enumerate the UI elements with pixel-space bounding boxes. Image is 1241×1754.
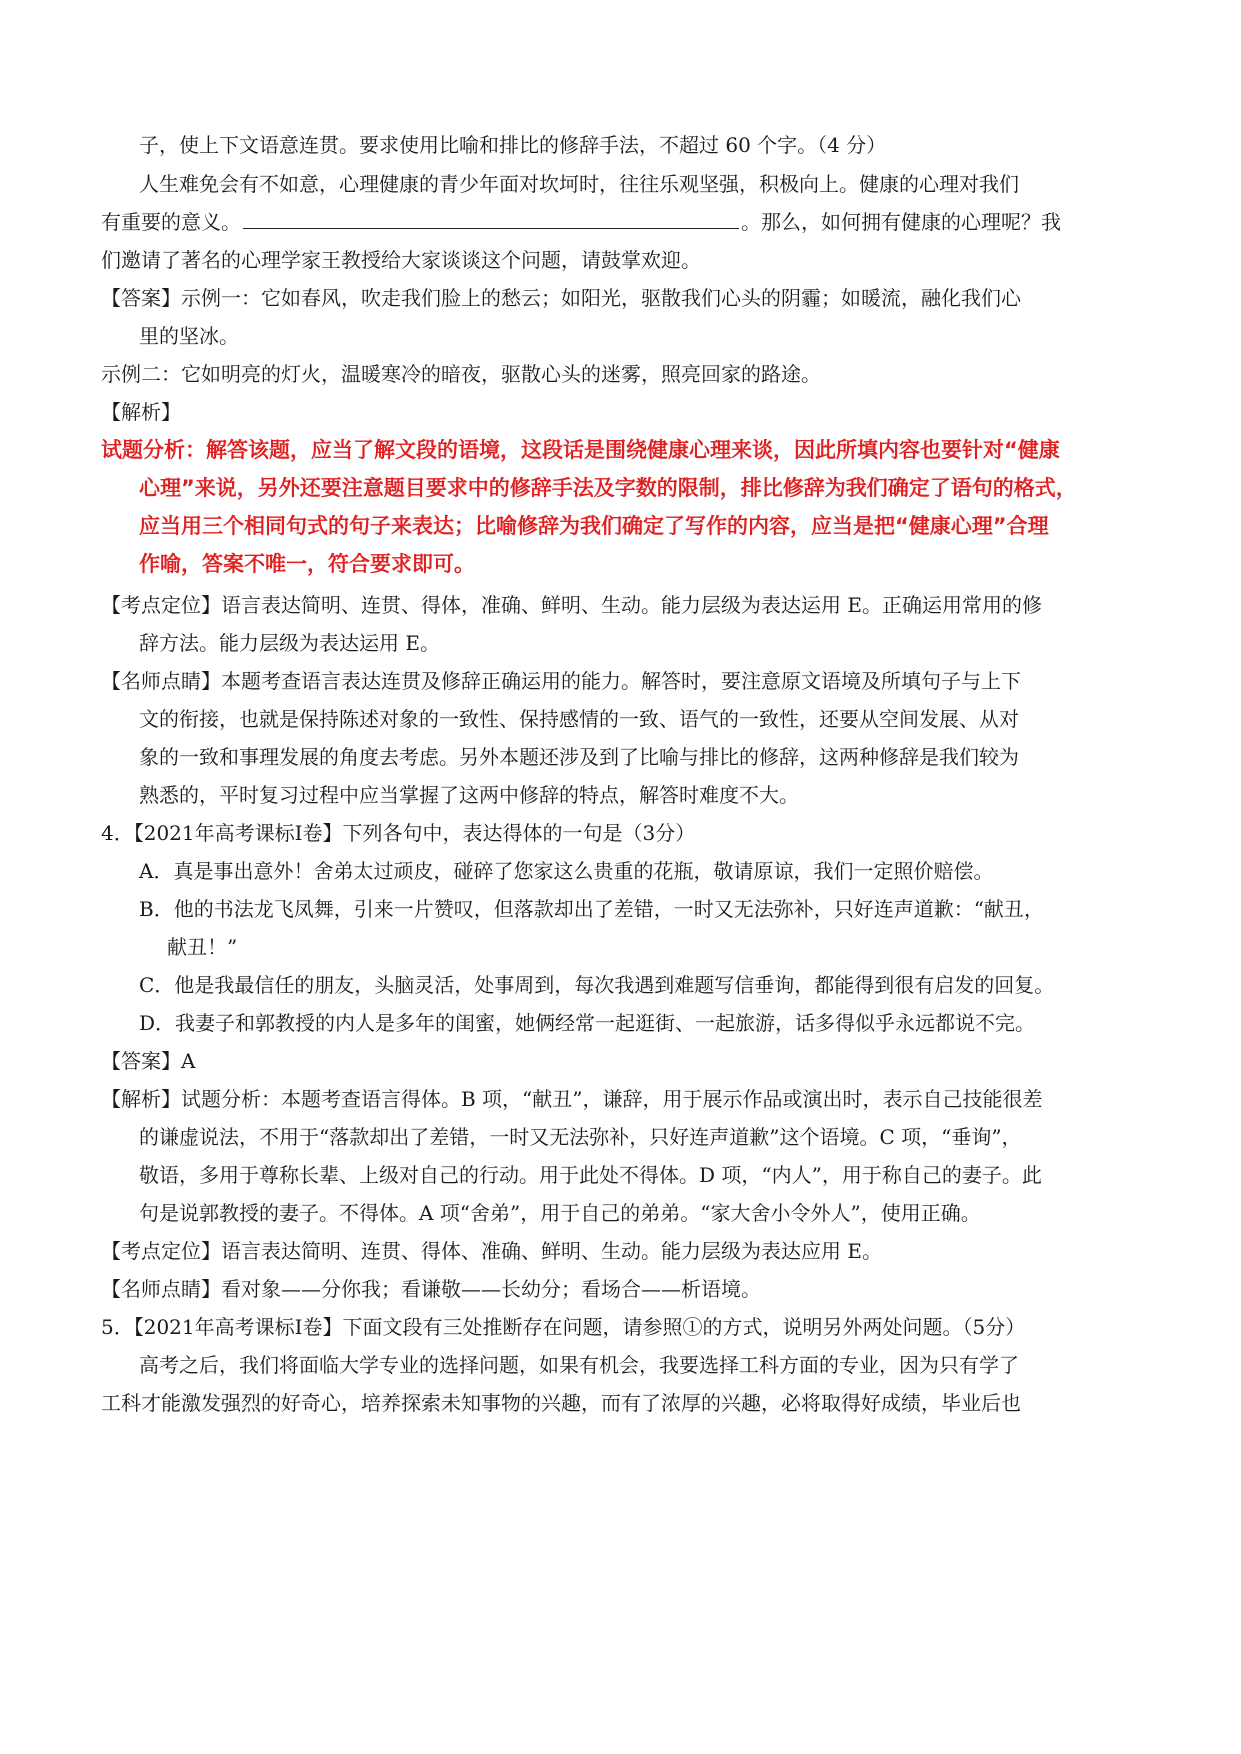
passage-line: 高考之后，我们将面临大学专业的选择问题，如果有机会，我要选择工科方面的专业，因为只有学了 — [139, 1353, 1019, 1377]
analysis-text: 敬语，多用于尊称长辈、上级对自己的行动。用于此处不得体。D 项，“内人”，用于称自己的妻子。此 — [139, 1163, 1042, 1187]
passage-line: 们邀请了著名的心理学家王教授给大家谈谈这个问题，请鼓掌欢迎。 — [101, 248, 701, 272]
question-stem: 5．【2021年高考课标Ⅰ卷】下面文段有三处推断存在问题，请参照①的方式，说明另外两处问题。（5分） — [101, 1315, 1026, 1339]
passage-line-with-blank — [101, 209, 1061, 235]
kaodian-text: 【考点定位】语言表达简明、连贯、得体、准确、鲜明、生动。能力层级为表达应用 E。 — [101, 1239, 882, 1263]
analysis-text-highlight: 作喻，答案不唯一，符合要求即可。 — [139, 552, 475, 576]
passage-text: 。那么，如何拥有健康的心理呢？我 — [741, 210, 1061, 234]
passage-text: 有重要的意义。 — [101, 210, 241, 234]
fill-in-blank — [243, 210, 739, 229]
passage-line: 人生难免会有不如意，心理健康的青少年面对坎坷时，往往乐观坚强，积极向上。健康的心理对我们 — [139, 172, 1019, 196]
option-b-continued: 献丑！” — [167, 935, 238, 959]
option-a: A．真是事出意外！舍弟太过顽皮，碰碎了您家这么贵重的花瓶，敬请原谅，我们一定照价赔偿。 — [139, 859, 994, 883]
question-text: 子，使上下文语意连贯。要求使用比喻和排比的修辞手法，不超过 60 个字。（4 分） — [139, 133, 887, 157]
answer-text: 里的坚冰。 — [139, 324, 239, 348]
question-stem: 4．【2021年高考课标Ⅰ卷】下列各句中，表达得体的一句是（3分） — [101, 821, 696, 845]
mingshi-text: 象的一致和事理发展的角度去考虑。另外本题还涉及到了比喻与排比的修辞，这两种修辞是我们较为 — [139, 745, 1019, 769]
passage-line: 工科才能激发强烈的好奇心，培养探索未知事物的兴趣，而有了浓厚的兴趣，必将取得好成绩，毕业后也 — [101, 1391, 1021, 1415]
option-b: B．他的书法龙飞凤舞，引来一片赞叹，但落款却出了差错，一时又无法弥补，只好连声道歉：“献丑， — [139, 897, 1044, 921]
kaodian-text: 【考点定位】语言表达简明、连贯、得体，准确、鲜明、生动。能力层级为表达运用 E。正确运用常用的修 — [101, 593, 1042, 617]
option-c: C．他是我最信任的朋友，头脑灵活，处事周到，每次我遇到难题写信垂询，都能得到很有启发的回复。 — [139, 973, 1055, 997]
option-d: D．我妻子和郭教授的内人是多年的闺蜜，她俩经常一起逛街、一起旅游，话多得似乎永远都说不完。 — [139, 1011, 1036, 1035]
analysis-text: 句是说郭教授的妻子。不得体。A 项“舍弟”，用于自己的弟弟。“家大舍小令外人”，使用正确。 — [139, 1201, 981, 1225]
analysis-text-highlight: 试题分析：解答该题，应当了解文段的语境，这段话是围绕健康心理来谈，因此所填内容也要针对“健康 — [101, 438, 1060, 462]
kaodian-text: 辞方法。能力层级为表达运用 E。 — [139, 631, 440, 655]
analysis-text-highlight: 心理”来说，另外还要注意题目要求中的修辞手法及字数的限制，排比修辞为我们确定了语句的格式， — [139, 476, 1077, 500]
mingshi-text: 【名师点睛】本题考查语言表达连贯及修辞正确运用的能力。解答时，要注意原文语境及所填句子与上下 — [101, 669, 1021, 693]
mingshi-text: 熟悉的，平时复习过程中应当掌握了这两中修辞的特点，解答时难度不大。 — [139, 783, 799, 807]
answer-text: 示例二：它如明亮的灯火，温暖寒冷的暗夜，驱散心头的迷雾，照亮回家的路途。 — [101, 362, 821, 386]
analysis-text-highlight: 应当用三个相同句式的句子来表达；比喻修辞为我们确定了写作的内容，应当是把“健康心理”合理 — [139, 514, 1049, 538]
analysis-text: 的谦虚说法，不用于“落款却出了差错，一时又无法弥补，只好连声道歉”这个语境。C 项，“垂询”， — [139, 1125, 1022, 1149]
answer-text: 【答案】A — [101, 1049, 196, 1073]
mingshi-text: 文的衔接，也就是保持陈述对象的一致性、保持感情的一致、语气的一致性，还要从空间发展、从对 — [139, 707, 1019, 731]
mingshi-text: 【名师点睛】看对象——分你我；看谦敬——长幼分；看场合——析语境。 — [101, 1277, 761, 1301]
analysis-label: 【解析】 — [101, 400, 181, 424]
analysis-text: 【解析】试题分析：本题考查语言得体。B 项，“献丑”，谦辞，用于展示作品或演出时，表示自己技能很差 — [101, 1087, 1043, 1111]
answer-text: 【答案】示例一：它如春风，吹走我们脸上的愁云；如阳光，驱散我们心头的阴霾；如暖流，融化我们心 — [101, 286, 1021, 310]
